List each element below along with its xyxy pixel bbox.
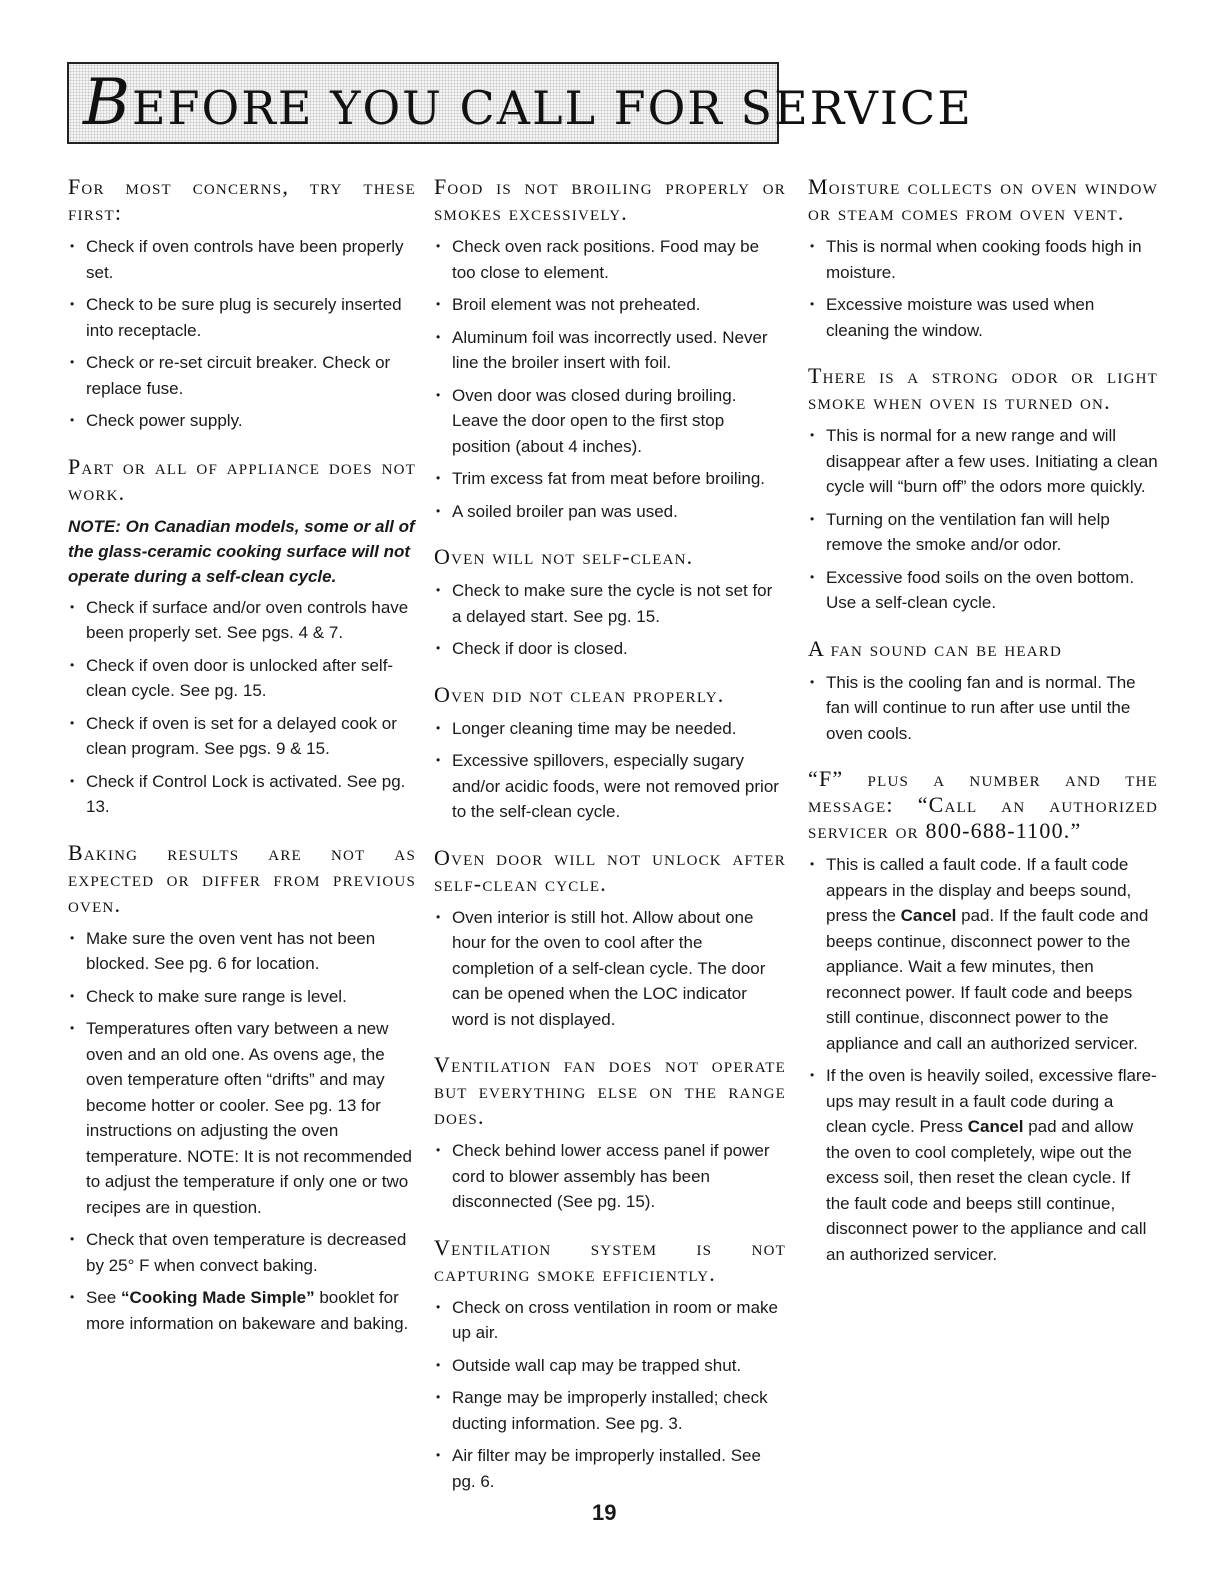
item-list <box>434 716 786 825</box>
text-run: pad. If the fault code and beeps continue, disconnect power to the appliance. Wait a few minutes, then reconnect power. If fault code and beeps still continue, disconnect power to the appliance and call an authorized servicer. <box>826 906 1149 1053</box>
item-list <box>434 1295 786 1495</box>
list-item: • Check that oven temperature is decreased by 25° F when convect baking. <box>68 1227 416 1278</box>
list-item: • Oven door was closed during broiling. Leave the door open to the first stop position (about 4 inches). <box>434 383 786 460</box>
list-item: • This is the cooling fan and is normal. The fan will continue to run after use until the oven cools. <box>808 670 1158 747</box>
title-rest: EFORE YOU CALL FOR SERVICE <box>132 81 973 135</box>
item-list <box>434 578 786 662</box>
list-item: • Trim excess fat from meat before broiling. <box>434 466 786 492</box>
section-broiling <box>434 174 786 524</box>
section-fan-sound <box>808 636 1158 747</box>
section-heading: Baking results are not as expected or differ from previous oven. <box>68 839 416 917</box>
section-heading: Part or all of appliance does not work. <box>68 453 416 505</box>
text-run: If the oven is heavily soiled, excessive flare-ups may result in a fault code during a clean cycle. Press <box>826 1066 1157 1136</box>
list-item: • Check to make sure range is level. <box>68 984 416 1010</box>
column-1 <box>68 170 416 1356</box>
title-initial: B <box>83 66 133 140</box>
list-item <box>808 1063 1158 1267</box>
list-item: • This is normal for a new range and will disappear after a few uses. Initiating a clean cycle will “burn off” the odors more quickly. <box>808 423 1158 500</box>
section-heading: Oven did not clean properly. <box>434 681 725 707</box>
list-item: • Check if surface and/or oven controls have been properly set. See pgs. 4 & 7. <box>68 595 416 646</box>
list-item: • Outside wall cap may be trapped shut. <box>434 1353 786 1379</box>
item-list <box>434 905 786 1033</box>
item-list <box>808 234 1158 343</box>
section-heading: A fan sound can be heard <box>808 635 1063 661</box>
section-heading: Ventilation fan does not operate but everything else on the range does. <box>434 1052 786 1129</box>
list-item: • Check on cross ventilation in room or make up air. <box>434 1295 786 1346</box>
item-list <box>808 670 1158 747</box>
section-clean-properly <box>434 682 786 825</box>
list-item: • Check power supply. <box>68 408 416 434</box>
section-general <box>68 174 416 434</box>
list-item <box>68 1285 416 1336</box>
note-text: NOTE: On Canadian models, some or all of the glass-ceramic cooking surface will not operate during a self-clean cycle. <box>68 516 415 586</box>
list-item: • Air filter may be improperly installed. See pg. 6. <box>434 1443 786 1494</box>
section-vent-system <box>434 1235 786 1495</box>
section-baking-results <box>68 840 416 1337</box>
item-list <box>68 595 416 820</box>
section-fault-code <box>808 766 1158 1267</box>
section-heading: For most concerns, try these first: <box>68 174 416 225</box>
text-run: This is called a fault code. If a fault code appears in the display and beeps sound, press the <box>826 855 1132 925</box>
list-item: • Check behind lower access panel if power cord to blower assembly has been disconnected (See pg. 15). <box>434 1138 786 1215</box>
column-2 <box>434 170 786 1514</box>
list-item: • Oven interior is still hot. Allow about one hour for the oven to cool after the completion of a self-clean cycle. The door can be opened when the LOC indicator word is not displayed. <box>434 905 786 1033</box>
section-heading: There is a strong odor or light smoke when oven is turned on. <box>808 363 1158 414</box>
item-list <box>434 234 786 524</box>
section-heading: Food is not broiling properly or smokes excessively. <box>434 174 786 225</box>
list-item: • Check oven rack positions. Food may be too close to element. <box>434 234 786 285</box>
section-appliance-not-work <box>68 454 416 820</box>
text-run: pad and allow the oven to cool completely, wipe out the excess soil, then reset the clean cycle. If the fault code and beeps still continue, disconnect power to the appliance and call an authorized servicer. <box>826 1117 1147 1264</box>
section-door-unlock <box>434 845 786 1033</box>
list-item: • Check if Control Lock is activated. See pg. 13. <box>68 769 416 820</box>
item-list <box>434 1138 786 1215</box>
list-item: • Excessive spillovers, especially sugary and/or acidic foods, were not removed prior to the self-clean cycle. <box>434 748 786 825</box>
list-item: • Check if oven door is unlocked after self-clean cycle. See pg. 15. <box>68 653 416 704</box>
item-list <box>68 234 416 434</box>
column-3 <box>808 170 1158 1287</box>
cancel-pad-label: Cancel <box>900 906 957 925</box>
list-item: • Check or re-set circuit breaker. Check or replace fuse. <box>68 350 416 401</box>
list-item: • This is normal when cooking foods high in moisture. <box>808 234 1158 285</box>
list-item: • Excessive moisture was used when cleaning the window. <box>808 292 1158 343</box>
text-run: booklet for more information on bakeware and baking. <box>86 1288 409 1333</box>
section-heading: Oven will not self-clean. <box>434 544 694 569</box>
item-list <box>68 926 416 1337</box>
section-moisture <box>808 174 1158 343</box>
text-run: See <box>86 1288 121 1307</box>
section-odor <box>808 363 1158 616</box>
list-item: • A soiled broiler pan was used. <box>434 499 786 525</box>
list-item: • Aluminum foil was incorrectly used. Never line the broiler insert with foil. <box>434 325 786 376</box>
page-title <box>83 68 973 143</box>
list-item: • Range may be improperly installed; check ducting information. See pg. 3. <box>434 1385 786 1436</box>
list-item: • Longer cleaning time may be needed. <box>434 716 786 742</box>
list-item: • Turning on the ventilation fan will help remove the smoke and/or odor. <box>808 507 1158 558</box>
section-heading: Ventilation system is not capturing smoke efficiently. <box>434 1234 786 1286</box>
title-banner <box>67 62 973 144</box>
section-heading: “F” plus a number and the message: “Call an authorized servicer or 800-688-1100.” <box>808 766 1158 843</box>
list-item: • Check to make sure the cycle is not set for a delayed start. See pg. 15. <box>434 578 786 629</box>
item-list <box>808 852 1158 1267</box>
page-number: 19 <box>592 1500 617 1525</box>
list-item: • Broil element was not preheated. <box>434 292 786 318</box>
list-item: • Make sure the oven vent has not been blocked. See pg. 6 for location. <box>68 926 416 977</box>
list-item: • Temperatures often vary between a new oven and an old one. As ovens age, the oven temperature often “drifts” and may become hotter or cooler. See pg. 13 for instructions on adjusting the oven temperature. NOTE: It is not recommended to adjust the temperature if only one or two recipes are in question. <box>68 1016 416 1220</box>
list-item: • Excessive food soils on the oven bottom. Use a self-clean cycle. <box>808 565 1158 616</box>
list-item <box>808 852 1158 1056</box>
cancel-pad-label: Cancel <box>967 1117 1024 1136</box>
list-item: • Check to be sure plug is securely inserted into receptacle. <box>68 292 416 343</box>
section-heading: Oven door will not unlock after self-clean cycle. <box>434 844 786 896</box>
list-item: • Check if oven is set for a delayed cook or clean program. See pgs. 9 & 15. <box>68 711 416 762</box>
section-vent-fan <box>434 1052 786 1215</box>
section-heading: Moisture collects on oven window or steam comes from oven vent. <box>808 174 1158 225</box>
booklet-title: “Cooking Made Simple” <box>120 1288 315 1307</box>
section-self-clean <box>434 544 786 662</box>
item-list <box>808 423 1158 616</box>
list-item: • Check if door is closed. <box>434 636 786 662</box>
list-item: • Check if oven controls have been properly set. <box>68 234 416 285</box>
